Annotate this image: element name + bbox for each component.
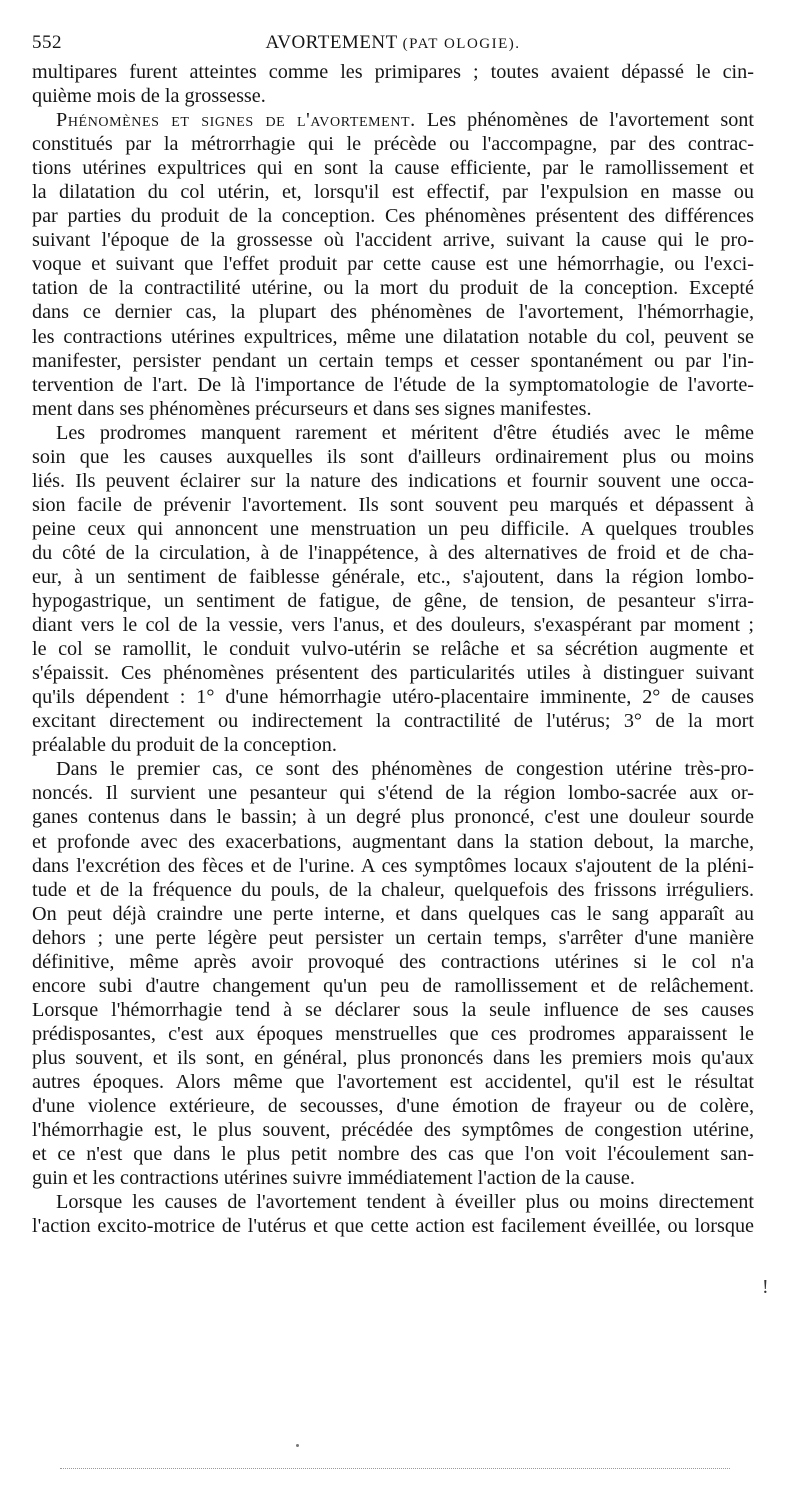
text-line: dans l'excrétion des fèces et de l'urine. A ces symptômes locaux s'ajoutent de la pléni-: [32, 854, 754, 877]
text-line: Lorsque l'hémorrhagie tend à se déclarer sous la seule influence de ses causes: [32, 998, 754, 1021]
text-line: préalable du produit de la conception.: [32, 734, 337, 757]
text-line: noncés. Il survient une pesanteur qui s'étend de la région lombo-sacrée aux or-: [32, 782, 754, 805]
running-title-main: AVORTEMENT: [265, 32, 398, 53]
running-title-sub: (PAT OLOGIE).: [402, 36, 521, 52]
text-line: Dans le premier cas, ce sont des phénomènes de congestion utérine très-pro-: [56, 758, 754, 781]
running-head: [32, 28, 754, 58]
book-page: [32, 28, 754, 1238]
text-line: dehors ; une perte légère peut persister un certain temps, s'arrêter d'une manière: [32, 926, 754, 949]
text-line: liés. Ils peuvent éclairer sur la nature des indications et fournir souvent une occa-: [32, 469, 754, 492]
text-line: voque et suivant que l'effet produit par cette cause est une hémorrhagie, ou l'exci-: [32, 253, 754, 276]
text-line: quième mois de la grossesse.: [32, 85, 266, 108]
body-text: [32, 60, 754, 1238]
text-line: l'action excito-motrice de l'utérus et que cette action est facilement éveillée, ou lorsque: [32, 1215, 754, 1238]
running-title: [32, 32, 754, 54]
text-line: hypogastrique, un sentiment de fatigue, de gêne, de tension, de pesanteur s'irra-: [32, 590, 754, 613]
text-line: multipares furent atteintes comme les primipares ; toutes avaient dépassé le cin-: [32, 61, 754, 83]
text-line: plus souvent, et ils sont, en général, plus prononcés dans les premiers mois qu'aux: [32, 1046, 754, 1069]
paragraph: [32, 108, 754, 421]
text-line: soin que les causes auxquelles ils sont d'ailleurs ordinairement plus ou moins: [32, 445, 754, 468]
text-line: [32, 108, 754, 132]
text-line: ment dans ses phénomènes précurseurs et dans ses signes manifestes.: [32, 397, 592, 420]
text-line: la dilatation du col utérin, et, lorsqu'il est effectif, par l'expulsion en masse ou: [32, 181, 754, 204]
text-line: les contractions utérines expultrices, même une dilatation notable du col, peuvent se: [32, 325, 754, 348]
text-line: tervention de l'art. De là l'importance de l'étude de la symptomatologie de l'avorte-: [32, 373, 754, 396]
text-run: Les phénomènes de l'avortement sont: [426, 109, 755, 132]
text-line: l'hémorrhagie est, le plus souvent, précédée des symptômes de congestion utérine,: [32, 1119, 754, 1142]
text-line: dans ce dernier cas, la plupart des phénomènes de l'avortement, l'hémorrhagie,: [32, 301, 754, 324]
text-line: prédisposantes, c'est aux époques menstruelles que ces prodromes apparaissent le: [32, 1022, 754, 1045]
text-line: diant vers le col de la vessie, vers l'anus, et des douleurs, s'exaspérant par moment ;: [32, 614, 754, 637]
text-line: guin et les contractions utérines suivre immédiatement l'action de la cause.: [32, 1167, 635, 1190]
text-line: constitués par la métrorrhagie qui le précède ou l'accompagne, par des contrac-: [32, 133, 754, 156]
footer-dotted-rule: [60, 1468, 730, 1469]
text-line: Lorsque les causes de l'avortement tendent à éveiller plus ou moins directement: [56, 1191, 754, 1214]
text-line: ganes contenus dans le bassin; à un degré plus prononcé, c'est une douleur sourde: [32, 806, 754, 829]
text-line: et profonde avec des exacerbations, augmentant dans la station debout, la marche,: [32, 830, 754, 853]
text-line: qu'ils dépendent : 1° d'une hémorrhagie utéro-placentaire imminente, 2° de causes: [32, 686, 754, 709]
text-line: définitive, même après avoir provoqué des contractions utérines si le col n'a: [32, 950, 754, 973]
text-line: tude et de la fréquence du pouls, de la chaleur, quelquefois des frissons irréguliers.: [32, 878, 754, 901]
text-line: suivant l'époque de la grossesse où l'accident arrive, suivant la cause qui le pro-: [32, 229, 754, 252]
paragraph: [32, 1190, 754, 1238]
text-line: peine ceux qui annoncent une menstruation un peu difficile. A quelques troubles: [32, 517, 754, 540]
text-line: excitant directement ou indirectement la contractilité de l'utérus; 3° de la mort: [32, 710, 754, 733]
text-line: encore subi d'autre changement qu'un peu de ramollissement et de relâchement.: [32, 974, 754, 997]
text-line: s'épaissit. Ces phénomènes présentent des particularités utiles à distinguer suivant: [32, 662, 754, 685]
section-heading: Phénomènes et signes de l'avortement.: [56, 109, 416, 132]
footer-dot: [296, 1444, 299, 1447]
text-line: On peut déjà craindre une perte interne, et dans quelques cas le sang apparaît au: [32, 902, 754, 925]
text-line: d'une violence extérieure, de secousses, d'une émotion de frayeur ou de colère,: [32, 1095, 754, 1118]
page-number: 552: [32, 32, 62, 53]
text-line: sion facile de prévenir l'avortement. Ils sont souvent peu marqués et dépassent à: [32, 493, 754, 516]
text-line: autres époques. Alors même que l'avortement est accidentel, qu'il est le résultat: [32, 1070, 754, 1093]
text-line: Les prodromes manquent rarement et méritent d'être étudiés avec le même: [56, 421, 754, 444]
text-line: du côté de la circulation, à de l'inappétence, à des alternatives de froid et de cha-: [32, 541, 754, 564]
text-line: tions utérines expultrices qui en sont la cause efficiente, par le ramollissement et: [32, 157, 754, 180]
text-line: manifester, persister pendant un certain temps et cesser spontanément ou par l'in-: [32, 349, 754, 372]
text-line: par parties du produit de la conception. Ces phénomènes présentent des différences: [32, 205, 754, 228]
paragraph: [32, 757, 754, 1190]
paragraph: [32, 60, 754, 108]
text-line: et ce n'est que dans le plus petit nombre des cas que l'on voit l'écoulement san-: [32, 1143, 754, 1166]
paragraph: [32, 421, 754, 758]
margin-mark: !: [762, 1276, 769, 1298]
text-line: tation de la contractilité utérine, ou la mort du produit de la conception. Excepté: [32, 277, 754, 300]
text-line: eur, à un sentiment de faiblesse générale, etc., s'ajoutent, dans la région lombo-: [32, 565, 754, 588]
text-line: le col se ramollit, le conduit vulvo-utérin se relâche et sa sécrétion augmente et: [32, 638, 754, 661]
